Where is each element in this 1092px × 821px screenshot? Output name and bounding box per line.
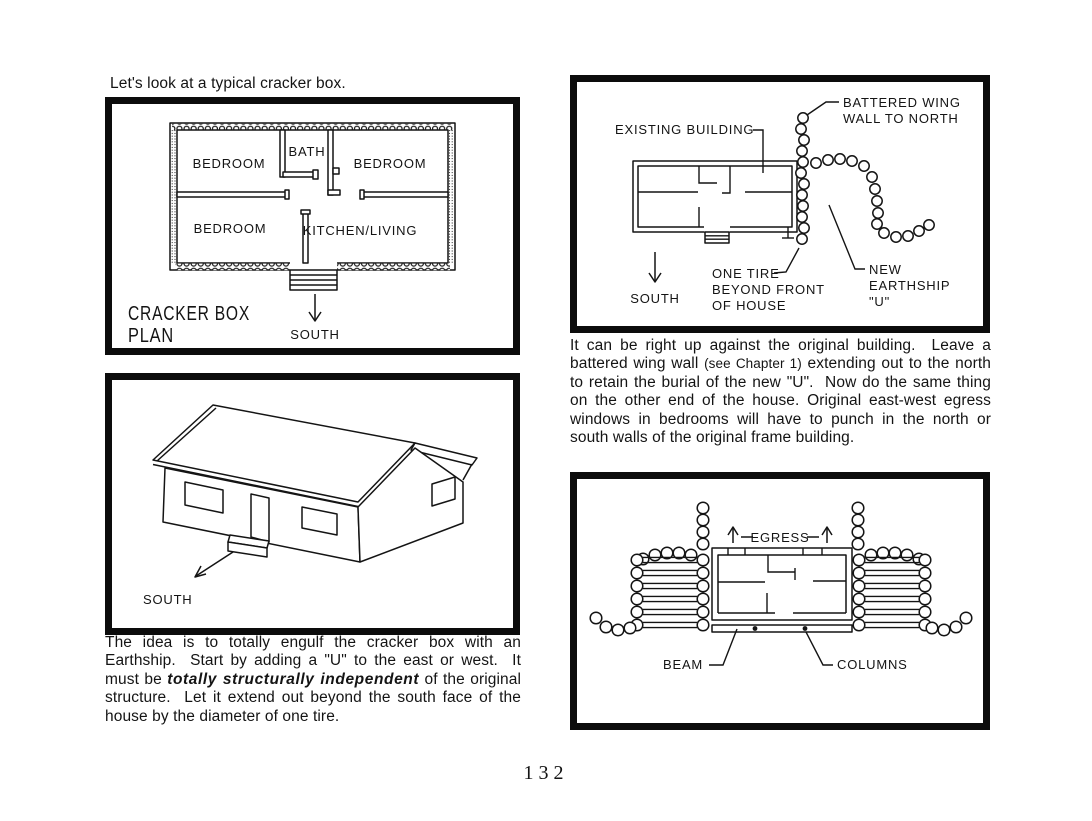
- room-label-bedroom-sw: BEDROOM: [193, 221, 267, 236]
- room-label-bedroom-ne: BEDROOM: [353, 156, 427, 171]
- egress-plan-drawing: [577, 479, 983, 723]
- room-label-bedroom-nw: BEDROOM: [192, 156, 266, 171]
- beam-label: BEAM: [663, 657, 704, 672]
- paragraph-text: extending out to the north to retain the burial of the new "U". Now do the same thing on the other end of the house. Original east-west egress windows in bedrooms will have to punch in the north or south walls of the original frame building.: [570, 355, 991, 447]
- battered-wing-label-line2: WALL TO NORTH: [843, 111, 959, 126]
- tire-course-rows: [631, 554, 709, 631]
- room-label-kitchen-living: KITCHEN/LIVING: [302, 223, 418, 238]
- left-paragraph: [105, 634, 521, 726]
- tire-course-rows: [853, 554, 931, 631]
- south-arrow-icon: [649, 252, 661, 282]
- beam-and-columns: [712, 625, 852, 632]
- figure-cracker-box-perspective: [105, 373, 520, 635]
- south-arrow-icon: [309, 294, 321, 321]
- columns-label: COLUMNS: [837, 657, 908, 672]
- south-label: SOUTH: [630, 291, 680, 306]
- existing-building-plan: [633, 161, 797, 243]
- figure-cracker-box-plan: [105, 97, 520, 355]
- egress-label: EGRESS: [750, 530, 810, 545]
- tire-wing-wall: [796, 113, 809, 244]
- paragraph-text: of the original structure. Let it extend out beyond the south face of the house by the diameter of one tire.: [105, 670, 522, 725]
- building-plan: [712, 548, 852, 620]
- paragraph-text: The idea is to totally engulf the cracker box with an Earthship. Start by adding a "U" to the east or west. It must be: [105, 634, 521, 688]
- new-earthship-leader: [829, 205, 865, 269]
- new-earthship-u-tires: [811, 154, 934, 242]
- tire-u-left: [590, 502, 709, 636]
- one-tire-label-line2: BEYOND FRONT: [712, 282, 825, 297]
- house-perspective-drawing: [112, 380, 513, 628]
- beam-leader: [709, 629, 737, 665]
- one-tire-label-line1: ONE TIRE: [712, 266, 780, 281]
- new-earthship-label-line2: EARTHSHIP: [869, 278, 951, 293]
- new-earthship-label-line3: "U": [869, 294, 891, 309]
- one-tire-label-line3: OF HOUSE: [712, 298, 787, 313]
- cracker-box-plan-drawing: [112, 104, 513, 348]
- page-number: 132: [523, 762, 569, 784]
- tire-u-right: [852, 502, 972, 636]
- entry-steps: [290, 270, 337, 290]
- figure-caption-line2: PLAN: [128, 325, 174, 347]
- figure-caption-line1: CRACKER BOX: [128, 303, 250, 325]
- figure-egress-plan: [570, 472, 990, 730]
- new-earthship-label-line1: NEW: [869, 262, 902, 277]
- south-label: SOUTH: [290, 327, 340, 342]
- existing-building-label: EXISTING BUILDING: [615, 122, 755, 137]
- right-paragraph: [570, 337, 991, 447]
- intro-text: Let's look at a typical cracker box.: [110, 75, 346, 92]
- south-arrow-icon: [195, 552, 233, 577]
- room-label-bath: BATH: [288, 144, 326, 159]
- wing-wall-drawing: [577, 82, 983, 326]
- battered-wing-label-line1: BATTERED WING: [843, 95, 961, 110]
- columns-leader: [806, 632, 833, 665]
- south-label: SOUTH: [143, 592, 193, 607]
- paragraph-parenthetical: (see Chapter 1): [704, 356, 802, 372]
- figure-wing-wall-plan: [570, 75, 990, 333]
- paragraph-text: It can be right up against the original building. Leave a battered wing wall: [570, 337, 991, 373]
- battered-wing-leader: [807, 102, 839, 115]
- paragraph-emphasis: totally structurally independent: [167, 670, 420, 688]
